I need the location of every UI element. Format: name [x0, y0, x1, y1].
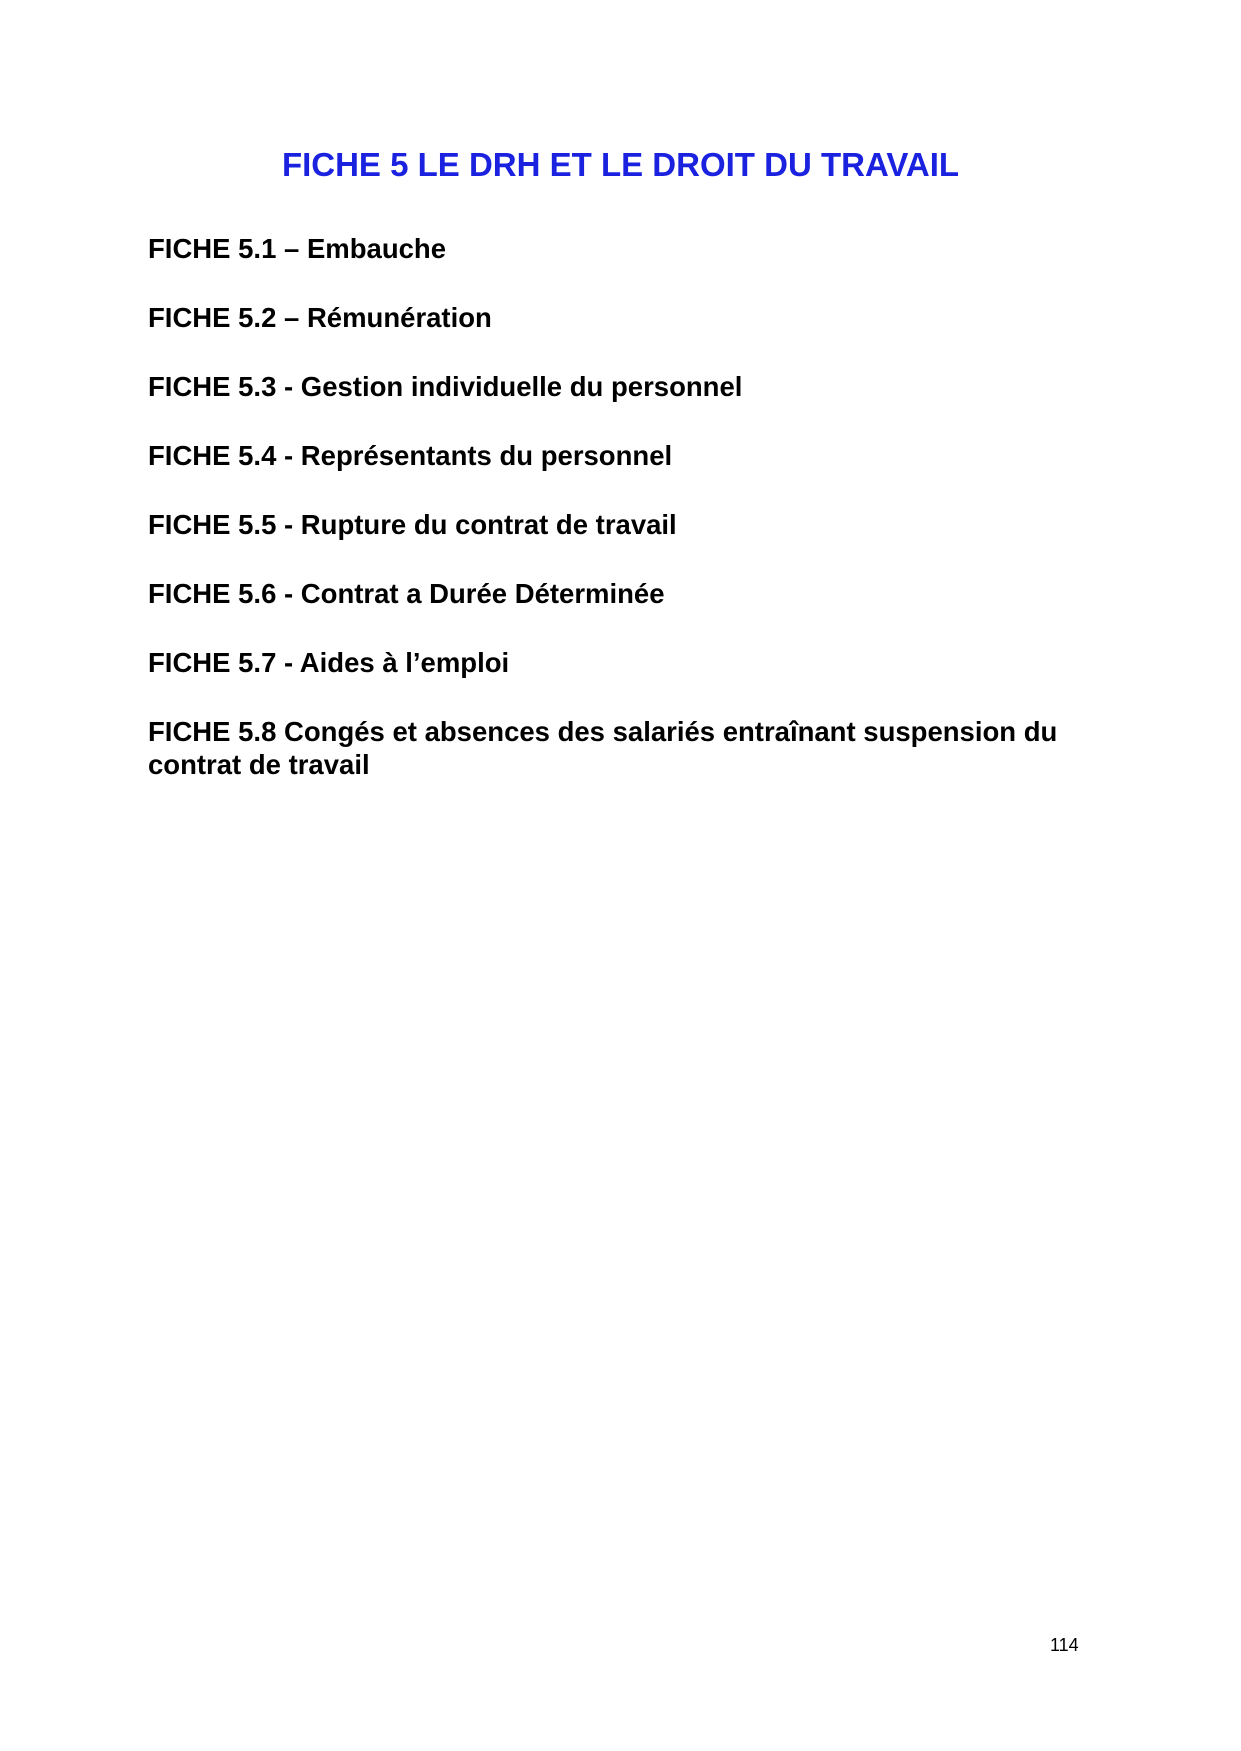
toc-item-5-2: FICHE 5.2 – Rémunération: [148, 302, 492, 333]
toc-item-5-4: FICHE 5.4 - Représentants du personnel: [148, 440, 673, 471]
toc-item-5-6: FICHE 5.6 - Contrat a Durée Déterminée: [148, 578, 665, 609]
page-title: FICHE 5 LE DRH ET LE DROIT DU TRAVAIL: [281, 146, 960, 183]
toc-item-5-8: FICHE 5.8 Congés et absences des salariés entraînant suspension du contrat de travail: [148, 716, 1058, 780]
page-number: 114: [1050, 1635, 1079, 1655]
toc-item-5-7: FICHE 5.7 - Aides à l’emploi: [148, 647, 510, 678]
toc-item-5-1: FICHE 5.1 – Embauche: [148, 233, 447, 264]
toc-item-5-3: FICHE 5.3 - Gestion individuelle du personnel: [148, 371, 743, 402]
table-of-contents: [148, 232, 1088, 817]
toc-item-5-5: FICHE 5.5 - Rupture du contrat de travail: [148, 509, 677, 540]
